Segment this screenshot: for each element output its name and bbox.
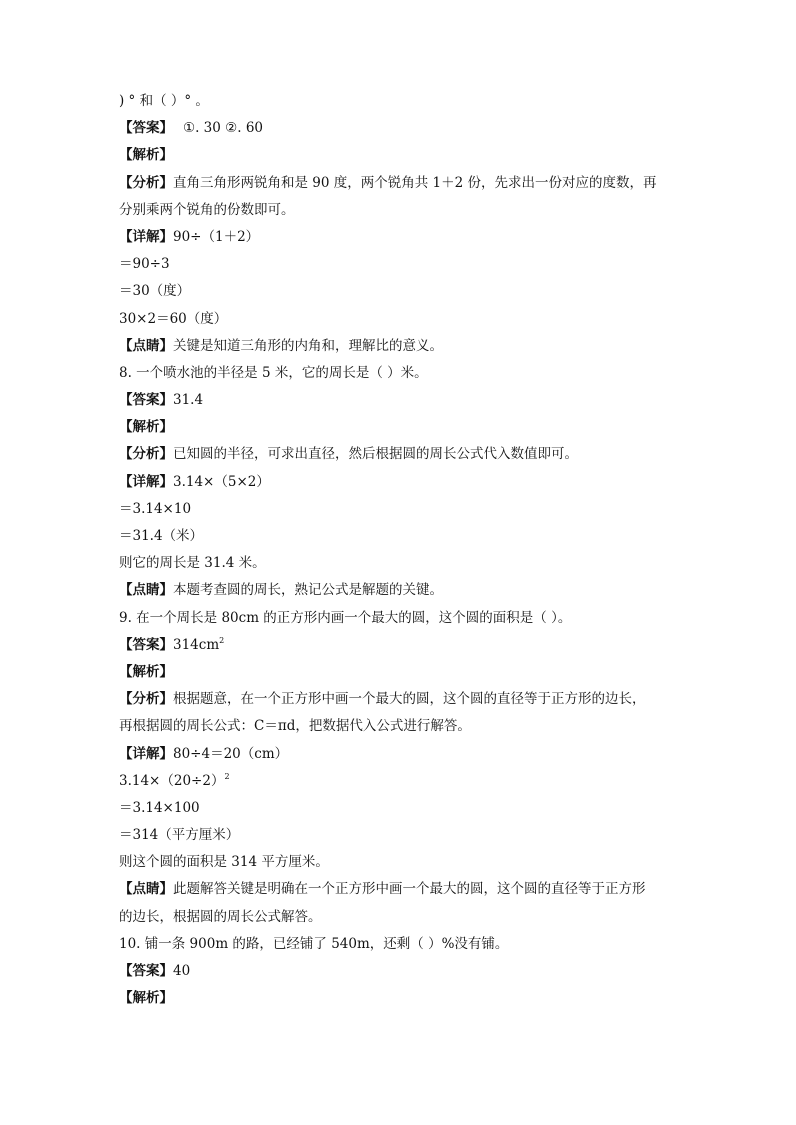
analysis-heading <box>119 414 679 441</box>
detail-line <box>119 224 679 251</box>
comment-tag: 【点睛】 <box>119 881 173 898</box>
answer-line <box>119 115 679 142</box>
analysis-heading <box>119 142 679 169</box>
question-9: 9. 在一个周长是 80cm 的正方形内画一个最大的圆，这个圆的面积是（ ）。 <box>119 609 572 626</box>
fenxi-tag: 【分析】 <box>119 446 173 463</box>
text-line: 分别乘两个锐角的份数即可。 <box>119 201 295 218</box>
detail-text: 90÷（1＋2） <box>173 228 260 245</box>
formula-line: ＝90÷3 <box>119 256 170 273</box>
fenxi-tag: 【分析】 <box>119 174 173 191</box>
question-8: 8. 一个喷水池的半径是 5 米，它的周长是（ ）米。 <box>119 364 428 381</box>
comment-line <box>119 333 679 360</box>
formula-line: ＝3.14×100 <box>119 799 200 816</box>
detail-text: 80÷4＝20（cm） <box>173 745 289 762</box>
fenxi-line <box>119 441 679 468</box>
comment-line <box>119 577 679 604</box>
detail-tag: 【详解】 <box>119 745 173 762</box>
answer-line <box>119 632 679 659</box>
square-superscript: 2 <box>224 771 230 781</box>
text-line: 的边长，根据圆的周长公式解答。 <box>119 908 322 925</box>
detail-line <box>119 741 679 768</box>
answer-tag: 【答案】 <box>119 636 173 653</box>
answer-tag: 【答案】 <box>119 120 173 137</box>
analysis-heading <box>119 659 679 686</box>
answer-tag: 【答案】 <box>119 963 173 979</box>
analysis-tag: 【解析】 <box>119 147 173 164</box>
document-page <box>119 88 679 1012</box>
comment-text: 本题考查圆的周长，熟记公式是解题的关键。 <box>173 582 443 599</box>
detail-tag: 【详解】 <box>119 228 173 245</box>
answer-line <box>119 387 679 414</box>
fenxi-line <box>119 170 679 197</box>
comment-tag: 【点睛】 <box>119 582 173 599</box>
answer-text: 314cm <box>173 636 220 653</box>
answer-text: 40 <box>173 963 191 979</box>
question-10: 10. 铺一条 900m 的路，已经铺了 540m，还剩（ ）%没有铺。 <box>119 935 509 952</box>
analysis-tag: 【解析】 <box>119 419 173 436</box>
text-line: 则这个圆的面积是 314 平方厘米。 <box>119 854 329 871</box>
formula-line: ＝30（度） <box>119 283 191 300</box>
formula-line: ＝31.4（米） <box>119 528 204 544</box>
fenxi-line <box>119 686 679 713</box>
analysis-heading <box>119 985 679 1012</box>
comment-text: 此题解答关键是明确在一个正方形中画一个最大的圆，这个圆的直径等于正方形 <box>173 881 646 898</box>
answer-line <box>119 958 679 985</box>
formula-line: ＝3.14×10 <box>119 500 192 517</box>
fenxi-text: 已知圆的半径，可求出直径，然后根据圆的周长公式代入数值即可。 <box>173 446 578 463</box>
comment-line <box>119 876 679 903</box>
analysis-tag: 【解析】 <box>119 990 173 1007</box>
fenxi-text: 直角三角形两锐角和是 90 度，两个锐角共 1＋2 份，先求出一份对应的度数，再 <box>173 174 657 191</box>
answer-text: ①. 30 ②. 60 <box>183 120 264 137</box>
answer-tag: 【答案】 <box>119 392 173 409</box>
analysis-tag: 【解析】 <box>119 663 173 680</box>
formula-line: ＝314（平方厘米） <box>119 827 240 844</box>
comment-text: 关键是知道三角形的内角和，理解比的意义。 <box>173 337 443 354</box>
area-superscript: 2 <box>219 635 225 645</box>
answer-text: 31.4 <box>173 392 204 409</box>
fenxi-text: 根据题意，在一个正方形中画一个最大的圆，这个圆的直径等于正方形的边长， <box>173 691 646 708</box>
detail-tag: 【详解】 <box>119 473 173 490</box>
detail-line <box>119 469 679 496</box>
fenxi-tag: 【分析】 <box>119 691 173 708</box>
text-line: 再根据圆的周长公式：C＝πd，把数据代入公式进行解答。 <box>119 718 471 735</box>
detail-text: 3.14×（5×2） <box>173 473 270 490</box>
comment-tag: 【点睛】 <box>119 337 173 354</box>
text-line: 则它的周长是 31.4 米。 <box>119 555 266 572</box>
formula-line: 30×2＝60（度） <box>119 310 228 327</box>
text-line: ) ° 和（ ）° 。 <box>119 93 209 109</box>
formula-line <box>119 768 679 795</box>
formula-text: 3.14×（20÷2） <box>119 772 225 789</box>
